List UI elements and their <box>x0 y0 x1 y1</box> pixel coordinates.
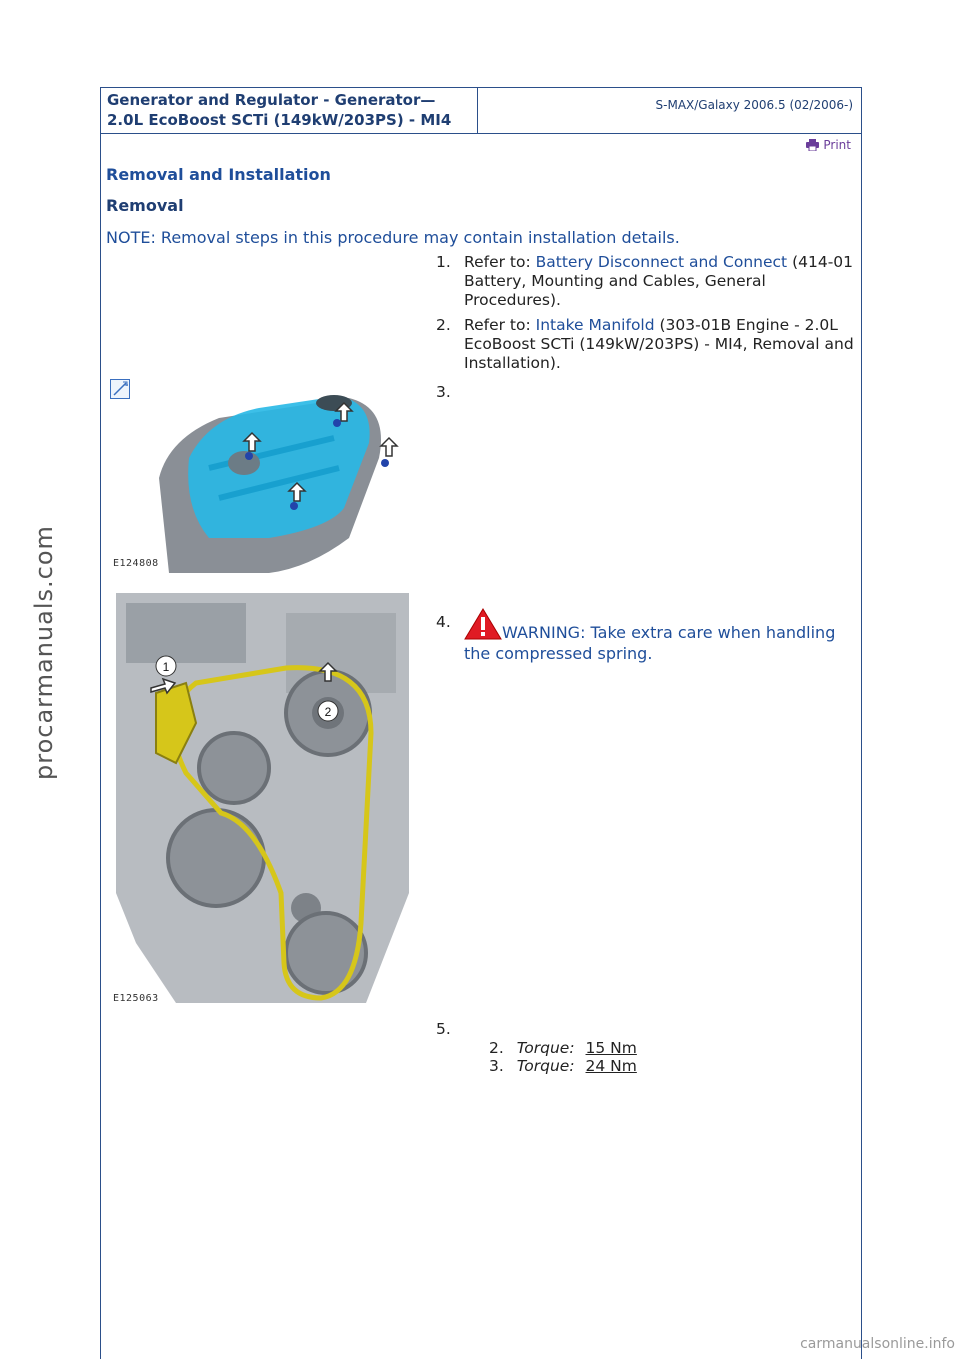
torque-number: 3. <box>489 1057 504 1075</box>
vehicle-label: S-MAX/Galaxy 2006.5 (02/2006-) <box>655 98 853 112</box>
side-watermark: procarmanuals.com <box>30 525 58 780</box>
removal-note: NOTE: Removal steps in this procedure may contain installation details. <box>106 228 680 247</box>
step-prefix: Refer to: <box>464 253 536 271</box>
battery-disconnect-link[interactable]: Battery Disconnect and Connect <box>535 253 788 271</box>
section-title: Removal and Installation <box>106 165 331 184</box>
torque-label: Torque: <box>516 1057 575 1075</box>
warning-text <box>464 608 859 664</box>
torque-label: Torque: <box>516 1039 575 1057</box>
torque-number: 2. <box>489 1039 504 1057</box>
torque-value: 15 Nm <box>585 1039 637 1057</box>
step-number: 1. <box>436 253 451 271</box>
warning-icon <box>464 608 502 640</box>
callout-2: 2 <box>324 705 332 719</box>
accessory-drive-figure <box>116 593 409 1003</box>
intake-cover-figure <box>149 388 409 573</box>
callout-1: 1 <box>162 660 170 674</box>
step-number: 3. <box>436 383 451 401</box>
print-label: Print <box>823 138 851 152</box>
step-number: 4. <box>436 613 451 631</box>
intake-manifold-link[interactable]: Intake Manifold <box>535 316 655 334</box>
step-number: 2. <box>436 316 451 334</box>
print-link[interactable] <box>806 138 851 152</box>
footer-watermark: carmanualsonline.info <box>800 1336 955 1352</box>
step-text <box>464 316 859 373</box>
figure-label: E125063 <box>113 993 159 1004</box>
header-title <box>101 88 478 133</box>
header <box>101 88 861 134</box>
header-title-line2: 2.0L EcoBoost SCTi (149kW/203PS) - MI4 <box>107 111 452 129</box>
header-title-line1: Generator and Regulator - Generator— <box>107 91 436 109</box>
torque-value: 24 Nm <box>585 1057 637 1075</box>
warning-message: WARNING: Take extra care when handling the compressed spring. <box>464 623 836 663</box>
step-prefix: Refer to: <box>464 316 536 334</box>
step-number: 5. <box>436 1020 451 1038</box>
subsection-title: Removal <box>106 196 184 215</box>
step-suffix: (414-01 Battery, Mounting and Cables, General Procedures). <box>464 253 854 309</box>
step-text <box>464 253 859 310</box>
torque-item-2 <box>489 1039 637 1057</box>
figure-label: E124808 <box>113 558 159 569</box>
document-frame <box>100 87 862 1359</box>
torque-item-3 <box>489 1057 637 1075</box>
zoom-icon[interactable] <box>110 379 130 399</box>
printer-icon <box>806 139 819 151</box>
step-suffix: (303-01B Engine - 2.0L EcoBoost SCTi (149kW/203PS) - MI4, Removal and Installation). <box>464 316 854 372</box>
